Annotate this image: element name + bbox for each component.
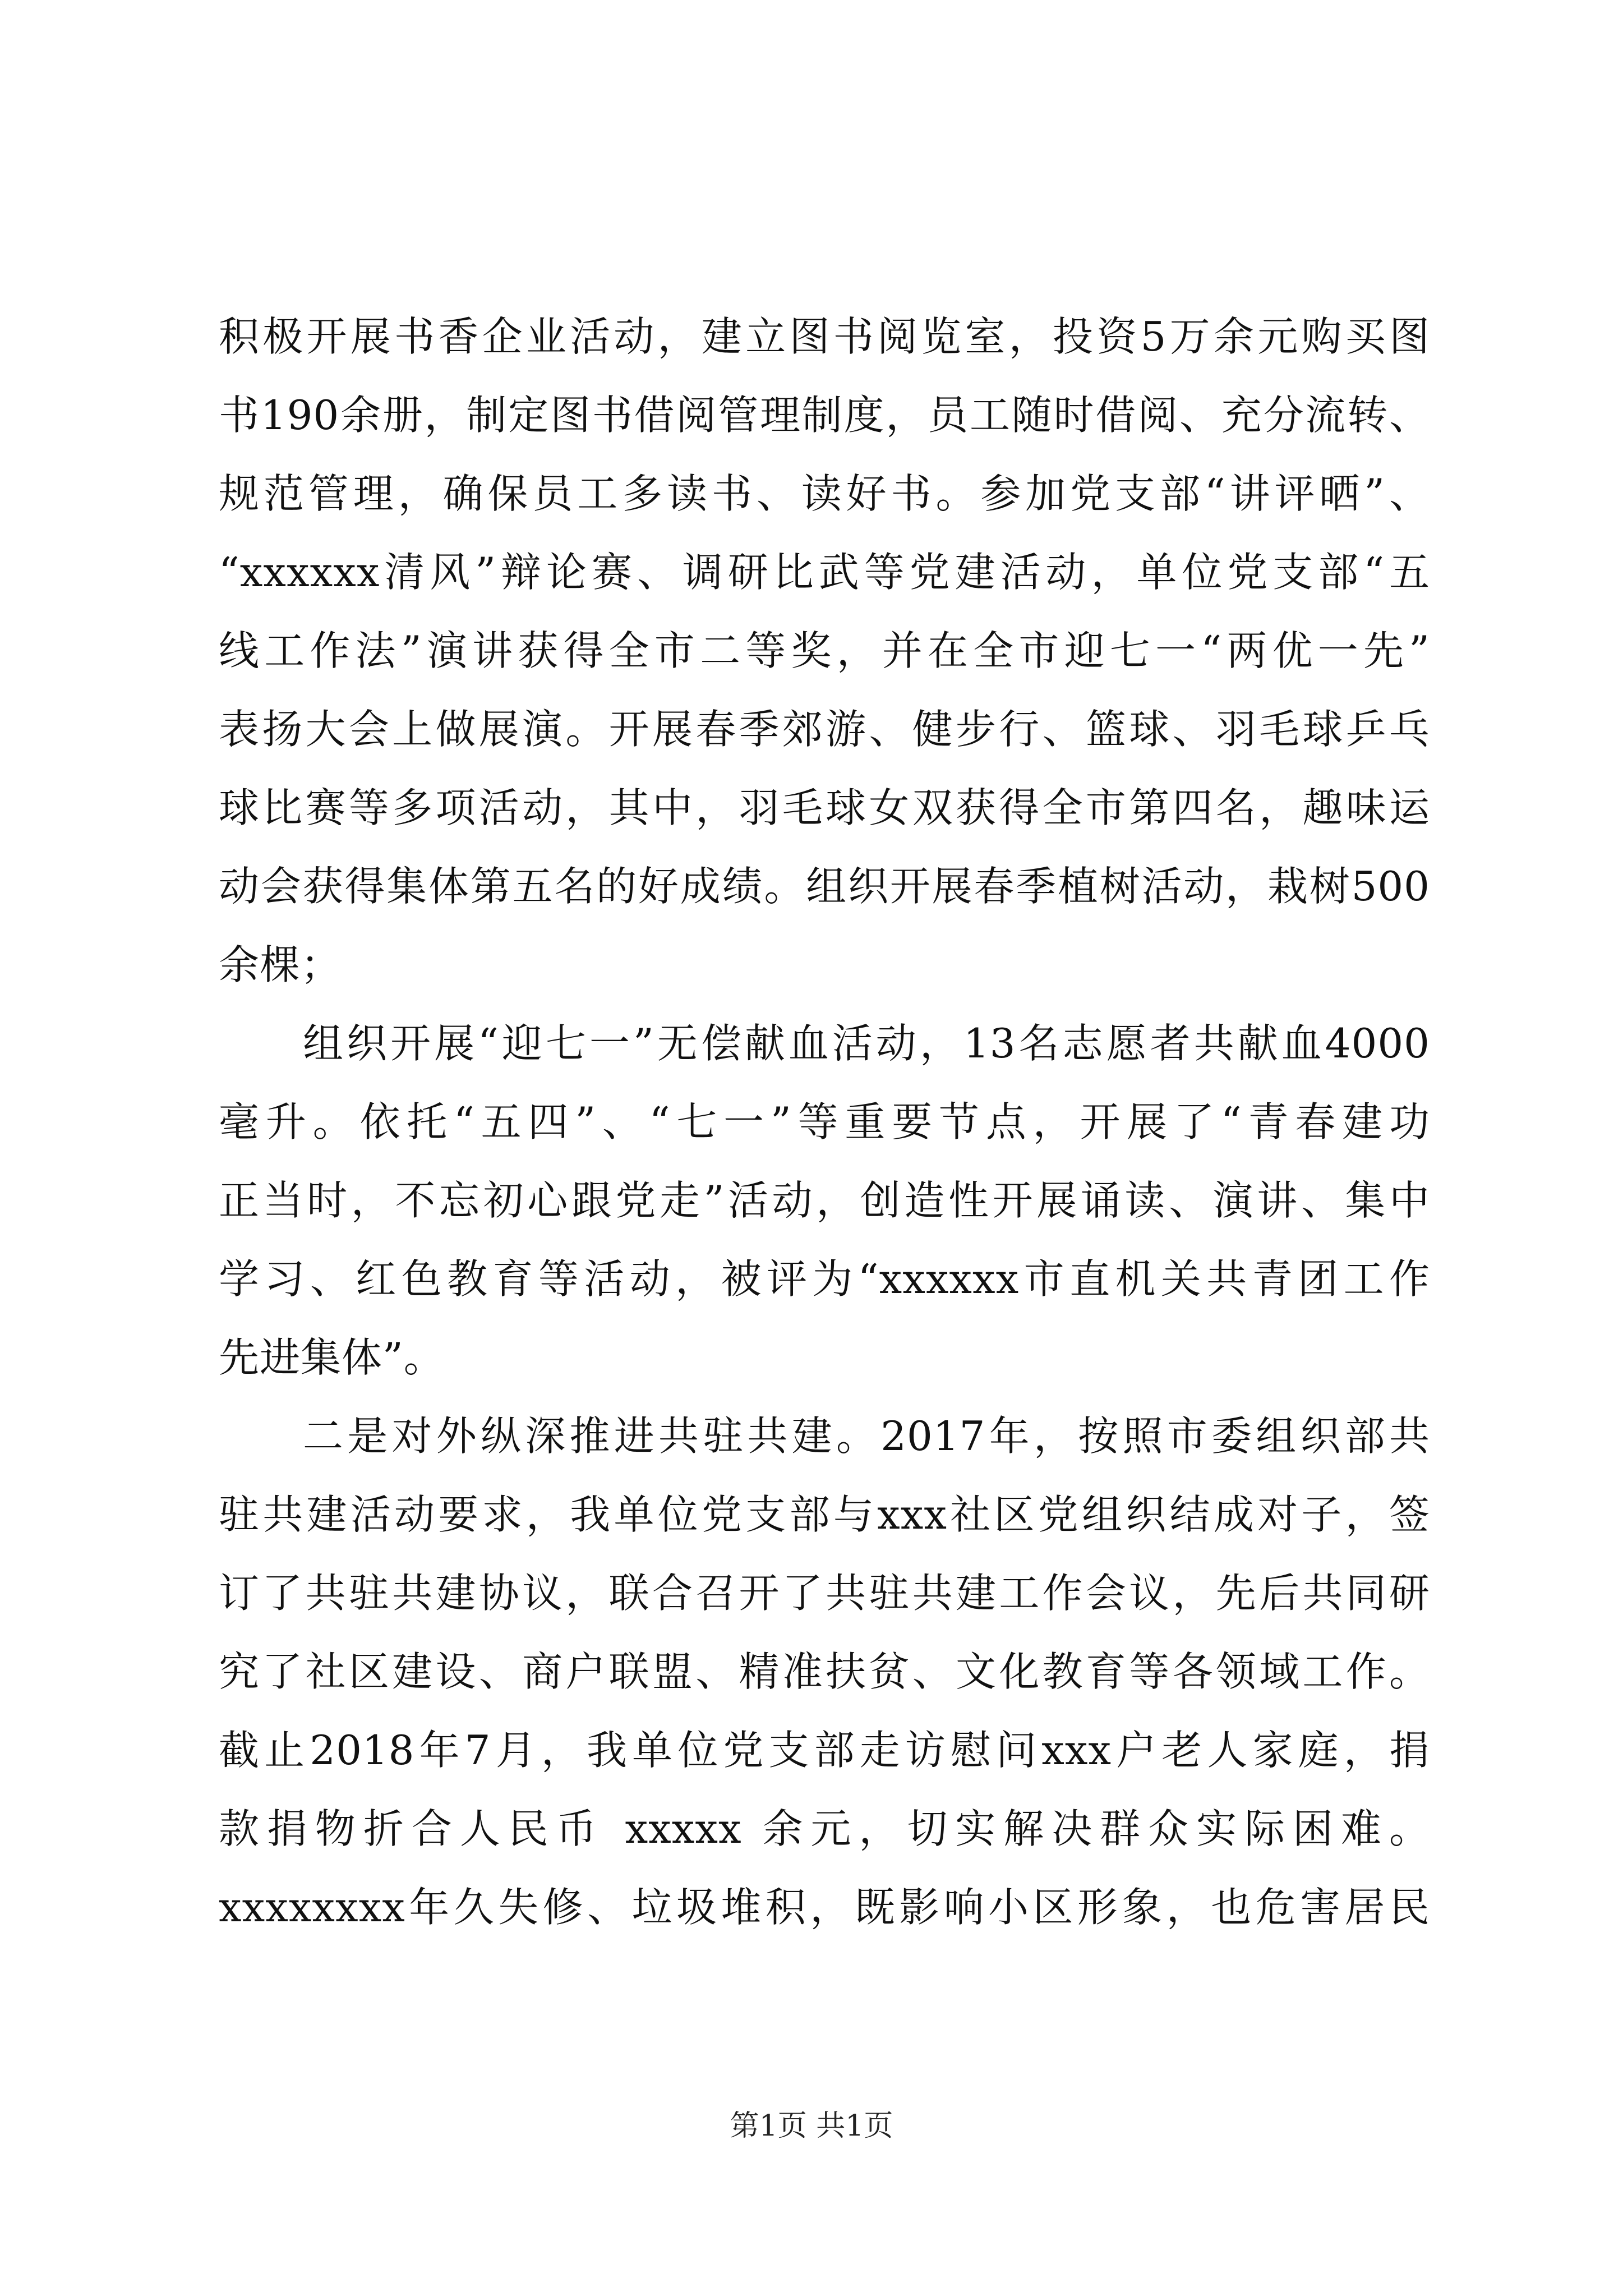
text-line: 学习、红色教育等活动，被评为“xxxxxx市直机关共青团工作: [219, 1255, 1430, 1303]
text-line: 毫升。依托“五四”、“七一”等重要节点，开展了“青春建功: [219, 1098, 1430, 1145]
page-number-label: 第1页 共1页: [730, 2109, 893, 2143]
paragraph-first-line: 组织开展“迎七一”无偿献血活动，13名志愿者共献血4000: [303, 1020, 1430, 1067]
text-line: 究了社区建设、商户联盟、精准扶贫、文化教育等各领域工作。: [219, 1648, 1430, 1695]
text-line: 余棵；: [219, 941, 342, 988]
text-line: 规范管理，确保员工多读书、读好书。参加党支部“讲评晒”、: [219, 470, 1430, 517]
text-line: 表扬大会上做展演。开展春季郊游、健步行、篮球、羽毛球乒乓: [219, 706, 1430, 753]
text-line: 书190余册，制定图书借阅管理制度，员工随时借阅、充分流转、: [219, 392, 1430, 439]
page-footer: [0, 2106, 1623, 2146]
text-line: 订了共驻共建协议，联合召开了共驻共建工作会议，先后共同研: [219, 1570, 1430, 1617]
text-line: 动会获得集体第五名的好成绩。组织开展春季植树活动，栽树500: [219, 863, 1430, 910]
text-line: 积极开展书香企业活动，建立图书阅览室，投资5万余元购买图: [219, 313, 1430, 360]
paragraph-first-line: 二是对外纵深推进共驻共建。2017年，按照市委组织部共: [303, 1412, 1430, 1460]
text-line: 截止2018年7月，我单位党支部走访慰问xxx户老人家庭，捐: [219, 1727, 1430, 1774]
text-line: 正当时，不忘初心跟党走”活动，创造性开展诵读、演讲、集中: [219, 1177, 1430, 1224]
text-line: xxxxxxxx年久失修、垃圾堆积，既影响小区形象，也危害居民: [219, 1884, 1430, 1931]
text-line: 款捐物折合人民币 xxxxx 余元，切实解决群众实际困难。: [219, 1805, 1430, 1852]
text-line: 线工作法”演讲获得全市二等奖，并在全市迎七一“两优一先”: [219, 627, 1430, 674]
text-line: “xxxxxx清风”辩论赛、调研比武等党建活动，单位党支部“五: [219, 549, 1430, 596]
document-body: [219, 297, 1430, 1947]
text-line: 驻共建活动要求，我单位党支部与xxx社区党组织结成对子，签: [219, 1491, 1430, 1538]
text-line: 先进集体”。: [219, 1334, 445, 1381]
text-line: 球比赛等多项活动，其中，羽毛球女双获得全市第四名，趣味运: [219, 784, 1430, 831]
